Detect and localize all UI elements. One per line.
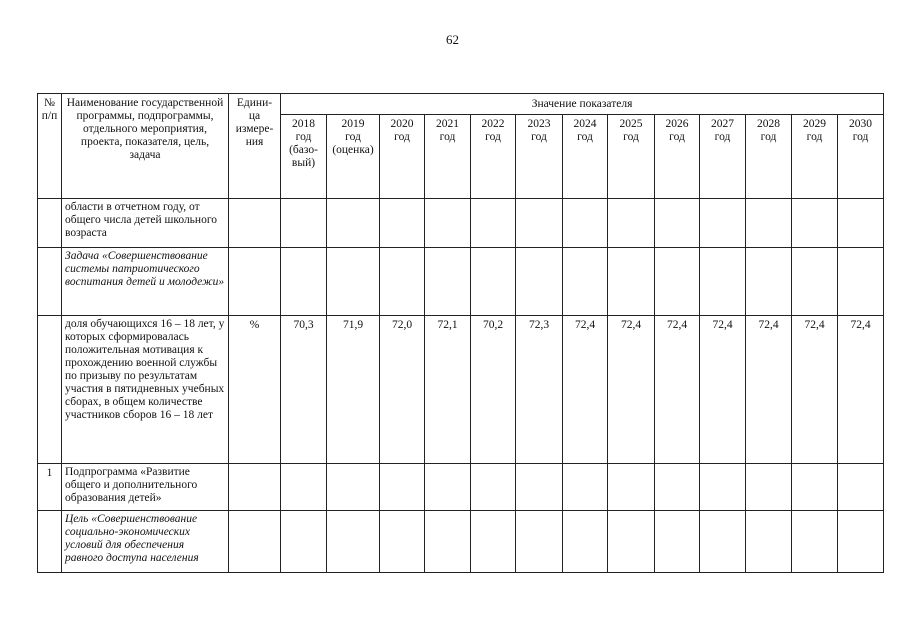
header-name: Наименование государственной программы, подпрограммы, отдельного мероприятия, проекта, показателя, цель, задача bbox=[62, 94, 229, 199]
value-cell bbox=[563, 199, 608, 248]
value-cell bbox=[655, 511, 700, 573]
value-cell: 72,1 bbox=[425, 316, 471, 464]
table-row bbox=[38, 199, 884, 248]
row-number bbox=[38, 199, 62, 248]
value-cell bbox=[471, 464, 516, 511]
value-cell bbox=[746, 511, 792, 573]
value-cell bbox=[655, 248, 700, 316]
year-header: 2028 год bbox=[746, 115, 792, 199]
value-cell bbox=[792, 248, 838, 316]
year-header: 2026 год bbox=[655, 115, 700, 199]
value-cell bbox=[327, 199, 380, 248]
value-cell bbox=[792, 464, 838, 511]
value-cell bbox=[700, 511, 746, 573]
year-header: 2022 год bbox=[471, 115, 516, 199]
value-cell bbox=[471, 511, 516, 573]
year-header: 2024 год bbox=[563, 115, 608, 199]
value-cell bbox=[838, 511, 884, 573]
value-cell bbox=[792, 199, 838, 248]
row-unit bbox=[229, 511, 281, 573]
header-value-group: Значение показателя bbox=[281, 94, 884, 115]
header-no: № п/п bbox=[38, 94, 62, 199]
year-header: 2025 год bbox=[608, 115, 655, 199]
value-cell bbox=[380, 248, 425, 316]
value-cell: 70,2 bbox=[471, 316, 516, 464]
row-unit bbox=[229, 199, 281, 248]
row-name: Подпрограмма «Развитие общего и дополнительного образования детей» bbox=[62, 464, 229, 511]
year-header: 2018 год (базо- вый) bbox=[281, 115, 327, 199]
value-cell bbox=[563, 248, 608, 316]
row-name: доля обучающихся 16 – 18 лет, у которых сформировалась положительная мотивация к прохождению военной службы по призыву по результатам участия в пятидневных учебных сборах, в общем количестве участников сборов 16 – 18 лет bbox=[62, 316, 229, 464]
value-cell bbox=[700, 199, 746, 248]
row-name bbox=[62, 248, 229, 316]
value-cell bbox=[838, 248, 884, 316]
row-number bbox=[38, 248, 62, 316]
year-header: 2027 год bbox=[700, 115, 746, 199]
value-cell: 72,4 bbox=[746, 316, 792, 464]
value-cell bbox=[281, 511, 327, 573]
year-header: 2021 год bbox=[425, 115, 471, 199]
value-cell: 72,4 bbox=[792, 316, 838, 464]
year-header: 2020 год bbox=[380, 115, 425, 199]
value-cell bbox=[838, 199, 884, 248]
value-cell bbox=[380, 511, 425, 573]
value-cell bbox=[563, 511, 608, 573]
value-cell bbox=[608, 511, 655, 573]
value-cell bbox=[471, 248, 516, 316]
year-header: 2019 год (оценка) bbox=[327, 115, 380, 199]
value-cell: 72,4 bbox=[608, 316, 655, 464]
value-cell bbox=[281, 464, 327, 511]
table-row bbox=[38, 511, 884, 573]
value-cell bbox=[281, 199, 327, 248]
value-cell bbox=[380, 464, 425, 511]
value-cell bbox=[746, 248, 792, 316]
value-cell bbox=[327, 511, 380, 573]
value-cell bbox=[746, 464, 792, 511]
value-cell: 72,4 bbox=[655, 316, 700, 464]
value-cell bbox=[608, 199, 655, 248]
value-cell bbox=[838, 464, 884, 511]
row-name bbox=[62, 511, 229, 573]
row-number bbox=[38, 511, 62, 573]
value-cell bbox=[380, 199, 425, 248]
value-cell bbox=[516, 511, 563, 573]
value-cell: 72,4 bbox=[838, 316, 884, 464]
table-row bbox=[38, 464, 884, 511]
value-cell bbox=[655, 464, 700, 511]
table-row bbox=[38, 248, 884, 316]
value-cell bbox=[516, 199, 563, 248]
year-header: 2030 год bbox=[838, 115, 884, 199]
value-cell: 72,0 bbox=[380, 316, 425, 464]
value-cell bbox=[516, 248, 563, 316]
header-row-top bbox=[38, 94, 884, 115]
value-cell bbox=[425, 199, 471, 248]
value-cell bbox=[327, 248, 380, 316]
row-name: области в отчетном году, от общего числа детей школьного возраста bbox=[62, 199, 229, 248]
year-header: 2023 год bbox=[516, 115, 563, 199]
value-cell bbox=[281, 248, 327, 316]
value-cell bbox=[425, 248, 471, 316]
value-cell: 71,9 bbox=[327, 316, 380, 464]
value-cell bbox=[563, 464, 608, 511]
row-unit: % bbox=[229, 316, 281, 464]
row-number bbox=[38, 316, 62, 464]
table-row bbox=[38, 316, 884, 464]
year-header: 2029 год bbox=[792, 115, 838, 199]
value-cell bbox=[700, 464, 746, 511]
value-cell bbox=[655, 199, 700, 248]
value-cell bbox=[608, 464, 655, 511]
value-cell bbox=[700, 248, 746, 316]
value-cell bbox=[746, 199, 792, 248]
goal-title: Цель «Совершенствование социально-экономических условий для обеспечения равного доступа населения bbox=[65, 513, 199, 564]
value-cell bbox=[608, 248, 655, 316]
task-title: Задача «Совершенствование системы патриотического воспитания детей и молодежи» bbox=[65, 250, 225, 288]
indicators-table bbox=[37, 93, 884, 573]
value-cell bbox=[792, 511, 838, 573]
value-cell bbox=[516, 464, 563, 511]
header-unit: Едини- ца измере- ния bbox=[229, 94, 281, 199]
value-cell: 70,3 bbox=[281, 316, 327, 464]
row-unit bbox=[229, 464, 281, 511]
value-cell bbox=[471, 199, 516, 248]
value-cell: 72,4 bbox=[700, 316, 746, 464]
page-number: 62 bbox=[446, 32, 459, 47]
row-unit bbox=[229, 248, 281, 316]
value-cell: 72,3 bbox=[516, 316, 563, 464]
value-cell bbox=[425, 464, 471, 511]
value-cell bbox=[425, 511, 471, 573]
row-number: 1 bbox=[38, 464, 62, 511]
value-cell: 72,4 bbox=[563, 316, 608, 464]
value-cell bbox=[327, 464, 380, 511]
